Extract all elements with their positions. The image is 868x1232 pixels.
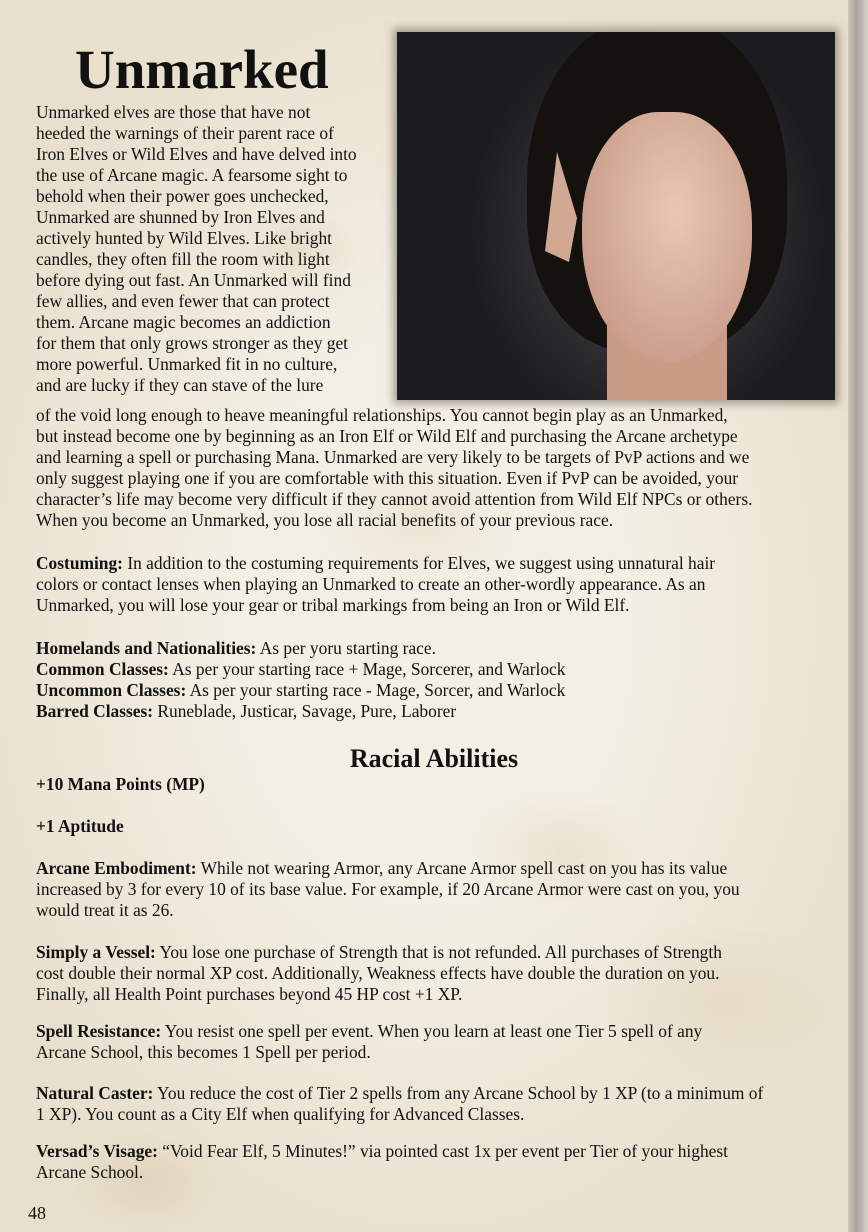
text-line: candles, they often fill the room with light — [36, 249, 330, 269]
class-item — [36, 680, 565, 701]
ability-text: You lose one purchase of Strength that is not refunded. All purchases of Strength — [155, 942, 722, 962]
costuming-label: Costuming: — [36, 553, 123, 573]
ability-line — [36, 1083, 763, 1104]
ability-text: “Void Fear Elf, 5 Minutes!” via pointed cast 1x per event per Tier of your highest — [157, 1141, 728, 1161]
text-line: before dying out fast. An Unmarked will find — [36, 270, 351, 290]
text-line: actively hunted by Wild Elves. Like bright — [36, 228, 333, 248]
ability-line — [36, 942, 722, 963]
ability-item — [36, 858, 740, 921]
costuming-paragraph — [36, 553, 715, 616]
ability-text: Arcane School. — [36, 1162, 144, 1182]
class-label: Common Classes: — [36, 659, 169, 679]
text-line: for them that only grows stronger as they get — [36, 333, 348, 353]
racial-abilities-heading: Racial Abilities — [349, 744, 519, 773]
ability-label: Arcane Embodiment: — [36, 858, 197, 878]
aptitude-ability: +1 Aptitude — [36, 816, 124, 836]
ability-label: Versad’s Visage: — [36, 1141, 158, 1161]
ability-line — [36, 984, 722, 1005]
text-line: them. Arcane magic becomes an addiction — [36, 312, 331, 332]
costuming-text: Unmarked, you will lose your gear or tribal markings from being an Iron or Wild Elf. — [36, 595, 630, 615]
class-value: Runeblade, Justicar, Savage, Pure, Laborer — [153, 701, 457, 721]
ability-text: While not wearing Armor, any Arcane Armor spell cast on you has its value — [196, 858, 728, 878]
ability-line — [36, 1162, 728, 1183]
ability-text: would treat it as 26. — [36, 900, 174, 920]
ability-text: Arcane School, this becomes 1 Spell per period. — [36, 1042, 371, 1062]
ability-item — [36, 1021, 702, 1063]
class-label: Uncommon Classes: — [36, 680, 187, 700]
ability-text: Finally, all Health Point purchases beyond 45 HP cost +1 XP. — [36, 984, 463, 1004]
ability-line — [36, 900, 740, 921]
page-title: Unmarked — [75, 39, 329, 100]
costuming-text: In addition to the costuming requirements for Elves, we suggest using unnatural hair — [122, 553, 716, 573]
text-line: When you become an Unmarked, you lose all racial benefits of your previous race. — [36, 510, 614, 530]
ability-line — [36, 963, 722, 984]
text-line: character’s life may become very difficult if they cannot avoid attention from Wild Elf NPCs or others. — [36, 489, 753, 509]
class-value: As per your starting race + Mage, Sorcerer, and Warlock — [168, 659, 566, 679]
ability-text: increased by 3 for every 10 of its base value. For example, if 20 Arcane Armor were cast on you, you — [36, 879, 740, 899]
text-line: the use of Arcane magic. A fearsome sight to — [36, 165, 348, 185]
ability-line — [36, 879, 740, 900]
text-line: Unmarked are shunned by Iron Elves and — [36, 207, 325, 227]
ability-item — [36, 1141, 728, 1183]
classes-list — [36, 638, 565, 722]
intro-continued-paragraph — [36, 405, 752, 531]
ability-item — [36, 1083, 763, 1125]
ability-line — [36, 1021, 702, 1042]
ability-label: Spell Resistance: — [36, 1021, 162, 1041]
ability-text: You reduce the cost of Tier 2 spells from any Arcane School by 1 XP (to a minimum of — [153, 1083, 764, 1103]
ability-text: cost double their normal XP cost. Additionally, Weakness effects have double the duration on you. — [36, 963, 720, 983]
ability-text: 1 XP). You count as a City Elf when qualifying for Advanced Classes. — [36, 1104, 525, 1124]
text-line: few allies, and even fewer that can protect — [36, 291, 330, 311]
costuming-line — [36, 595, 715, 616]
text-line: but instead become one by beginning as an Iron Elf or Wild Elf and purchasing the Arcane archetype — [36, 426, 738, 446]
text-line: Iron Elves or Wild Elves and have delved into — [36, 144, 357, 164]
text-line: behold when their power goes unchecked, — [36, 186, 329, 206]
class-item — [36, 701, 565, 722]
text-line: and are lucky if they can stave of the lure — [36, 375, 324, 395]
class-label: Homelands and Nationalities: — [36, 638, 257, 658]
text-line: only suggest playing one if you are comfortable with this situation. Even if PvP can be avoided, your — [36, 468, 739, 488]
class-value: As per yoru starting race. — [256, 638, 436, 658]
class-item — [36, 638, 565, 659]
page-edge — [848, 0, 868, 1232]
ability-label: Simply a Vessel: — [36, 942, 156, 962]
ability-label: Natural Caster: — [36, 1083, 154, 1103]
elf-portrait-image — [397, 32, 835, 400]
class-label: Barred Classes: — [36, 701, 154, 721]
ability-line — [36, 858, 740, 879]
costuming-line — [36, 574, 715, 595]
mana-ability: +10 Mana Points (MP) — [36, 774, 205, 794]
class-value: As per your starting race - Mage, Sorcer, and Warlock — [186, 680, 566, 700]
intro-paragraph — [36, 102, 357, 396]
costuming-text: colors or contact lenses when playing an Unmarked to create an other-wordly appearance. As an — [36, 574, 706, 594]
page-number: 48 — [28, 1203, 46, 1223]
ability-line — [36, 1104, 763, 1125]
text-line: heeded the warnings of their parent race of — [36, 123, 334, 143]
ability-line — [36, 1042, 702, 1063]
text-line: of the void long enough to heave meaningful relationships. You cannot begin play as an Unmarked, — [36, 405, 728, 425]
text-line: Unmarked elves are those that have not — [36, 102, 311, 122]
text-line: more powerful. Unmarked fit in no culture, — [36, 354, 338, 374]
ability-item — [36, 942, 722, 1005]
class-item — [36, 659, 565, 680]
ability-text: You resist one spell per event. When you learn at least one Tier 5 spell of any — [161, 1021, 703, 1041]
costuming-line — [36, 553, 715, 574]
text-line: and learning a spell or purchasing Mana. Unmarked are very likely to be targets of PvP actions and we — [36, 447, 750, 467]
ability-line — [36, 1141, 728, 1162]
